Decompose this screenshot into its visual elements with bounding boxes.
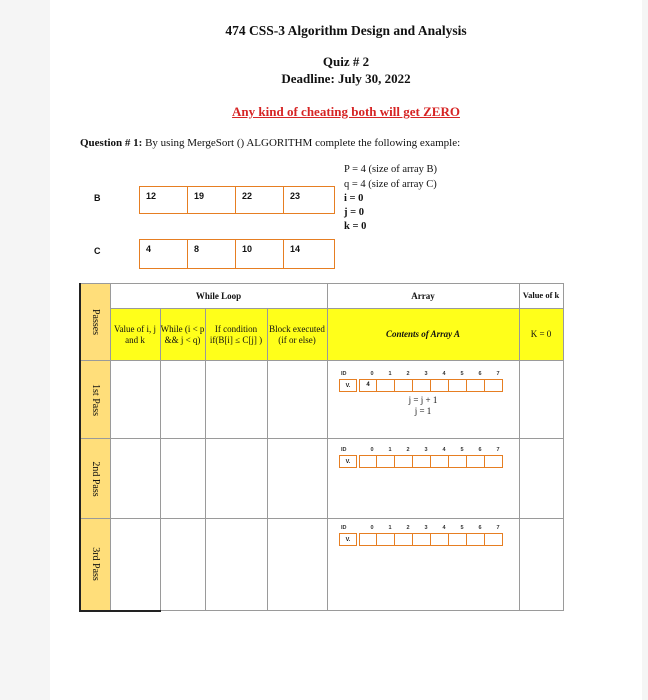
array-a-cell [377,379,395,392]
question-text [80,137,460,149]
pass-1-text: 1st Pass [90,383,101,416]
pass-1-note-1: j = j + 1 [408,395,438,406]
question-label: Question # 1: [80,137,143,149]
while-loop-header: While Loop [110,284,327,309]
pass-2-label [80,439,110,519]
index-4: 4 [442,447,446,453]
value-label: V. [339,379,357,392]
array-b [139,186,335,214]
array-a-cell [359,455,377,468]
array-a-cell [395,455,413,468]
question-body: By using MergeSort () ALGORITHM complete the following example: [142,137,461,149]
array-a-diagram [339,525,507,546]
array-a-cell [467,379,485,392]
array-a-cell [485,455,503,468]
index-7: 7 [496,447,500,453]
pass-3-text: 3rd Pass [90,547,101,582]
index-7: 7 [496,371,500,377]
value-ijk-col: Value of i, j and k [110,309,160,361]
index-2: 2 [406,525,410,531]
index-1: 1 [388,447,392,453]
pass-3-if[interactable] [205,519,267,611]
array-a-cell [467,455,485,468]
index-6: 6 [478,525,482,531]
pass-2-array [327,439,519,519]
array-a-cell: 4 [359,379,377,392]
index-row [339,525,507,531]
quiz-number: Quiz # 2 [322,54,370,69]
array-a-cell [413,379,431,392]
index-row [339,371,507,377]
contents-array-a-col: Contents of Array A [327,309,519,361]
index-label: ID [341,447,347,453]
array-c-cell: 10 [236,240,284,268]
if-cond-col: If condition if(B[i] ≤ C[j] ) [205,309,267,361]
array-a-cell [413,455,431,468]
index-4: 4 [442,371,446,377]
param-i: i = 0 [344,193,364,204]
index-4: 4 [442,525,446,531]
array-b-cell: 19 [188,187,236,213]
pass-3-value[interactable] [110,519,160,611]
index-6: 6 [478,447,482,453]
k-value-col: K = 0 [519,309,563,361]
pass-1-block[interactable] [267,361,327,439]
index-row [339,447,507,453]
passes-header [80,284,110,361]
array-a-cell [377,455,395,468]
array-a-cell [449,455,467,468]
pass-1-while[interactable] [160,361,205,439]
index-7: 7 [496,525,500,531]
index-5: 5 [460,447,464,453]
array-a-cell [359,533,377,546]
array-a-cell [431,533,449,546]
pass-2-while[interactable] [160,439,205,519]
value-row [339,379,507,392]
array-a-cell [467,533,485,546]
course-title: 474 CSS-3 Algorithm Design and Analysis [225,23,467,38]
value-row [339,455,507,468]
pass-2-text: 2nd Pass [90,460,101,497]
array-b-label: B [94,193,101,203]
array-c-cell: 8 [188,240,236,268]
value-k-header: Value of k [519,284,563,309]
param-q-text: q = 4 (size of array C) [344,179,437,190]
index-label: ID [341,525,347,531]
array-a-diagram [339,371,507,417]
pass-1-if[interactable] [205,361,267,439]
index-3: 3 [424,447,428,453]
array-a-cell [431,455,449,468]
index-1: 1 [388,371,392,377]
array-a-cell [413,533,431,546]
pass-2-k[interactable] [519,439,563,519]
index-6: 6 [478,371,482,377]
array-a-cell [485,533,503,546]
pass-2-block[interactable] [267,439,327,519]
pass-3-block[interactable] [267,519,327,611]
pass-3-k[interactable] [519,519,563,611]
cheating-warning: Any kind of cheating both will get ZERO [232,104,460,119]
array-header: Array [327,284,519,309]
param-p [344,164,437,175]
pass-1-label [80,361,110,439]
index-5: 5 [460,525,464,531]
pass-3-array [327,519,519,611]
index-3: 3 [424,371,428,377]
pass-3-while[interactable] [160,519,205,611]
array-a-cell [431,379,449,392]
array-a-cell [449,533,467,546]
array-a-cell [395,379,413,392]
value-label: V. [339,533,357,546]
index-label: ID [341,371,347,377]
array-b-cell: 12 [140,187,188,213]
index-0: 0 [370,447,374,453]
array-a-cell [449,379,467,392]
deadline: Deadline: July 30, 2022 [281,71,411,86]
pass-1-array [327,361,519,439]
array-c-cell: 14 [290,244,301,254]
index-5: 5 [460,371,464,377]
document-page [50,0,642,700]
index-1: 1 [388,525,392,531]
value-label: V. [339,455,357,468]
array-c-label: C [94,246,101,256]
array-a-cell [485,379,503,392]
index-3: 3 [424,525,428,531]
param-k: k = 0 [344,221,367,232]
pass-1-k[interactable] [519,361,563,439]
array-c [139,239,335,269]
mergesort-table [79,283,564,612]
array-a-cell [377,533,395,546]
array-c-cell: 4 [140,240,188,268]
index-2: 2 [406,447,410,453]
param-j: j = 0 [344,207,364,218]
pass-2-if[interactable] [205,439,267,519]
index-0: 0 [370,371,374,377]
index-2: 2 [406,371,410,377]
passes-header-text: Passes [90,308,101,336]
param-q [344,179,437,190]
param-p-text: P = 4 (size of array B) [344,164,438,175]
pass-1-value[interactable] [110,361,160,439]
block-executed-col: Block executed (if or else) [267,309,327,361]
pass-2-value[interactable] [110,439,160,519]
value-row [339,533,507,546]
while-cond-col: While (i < p && j < q) [160,309,205,361]
array-b-cell: 22 [236,187,284,213]
pass-1-note-2: j = 1 [414,406,432,417]
array-b-cell: 23 [290,191,301,201]
array-a-diagram [339,447,507,468]
index-0: 0 [370,525,374,531]
pass-3-label [80,519,110,611]
array-a-cell [395,533,413,546]
